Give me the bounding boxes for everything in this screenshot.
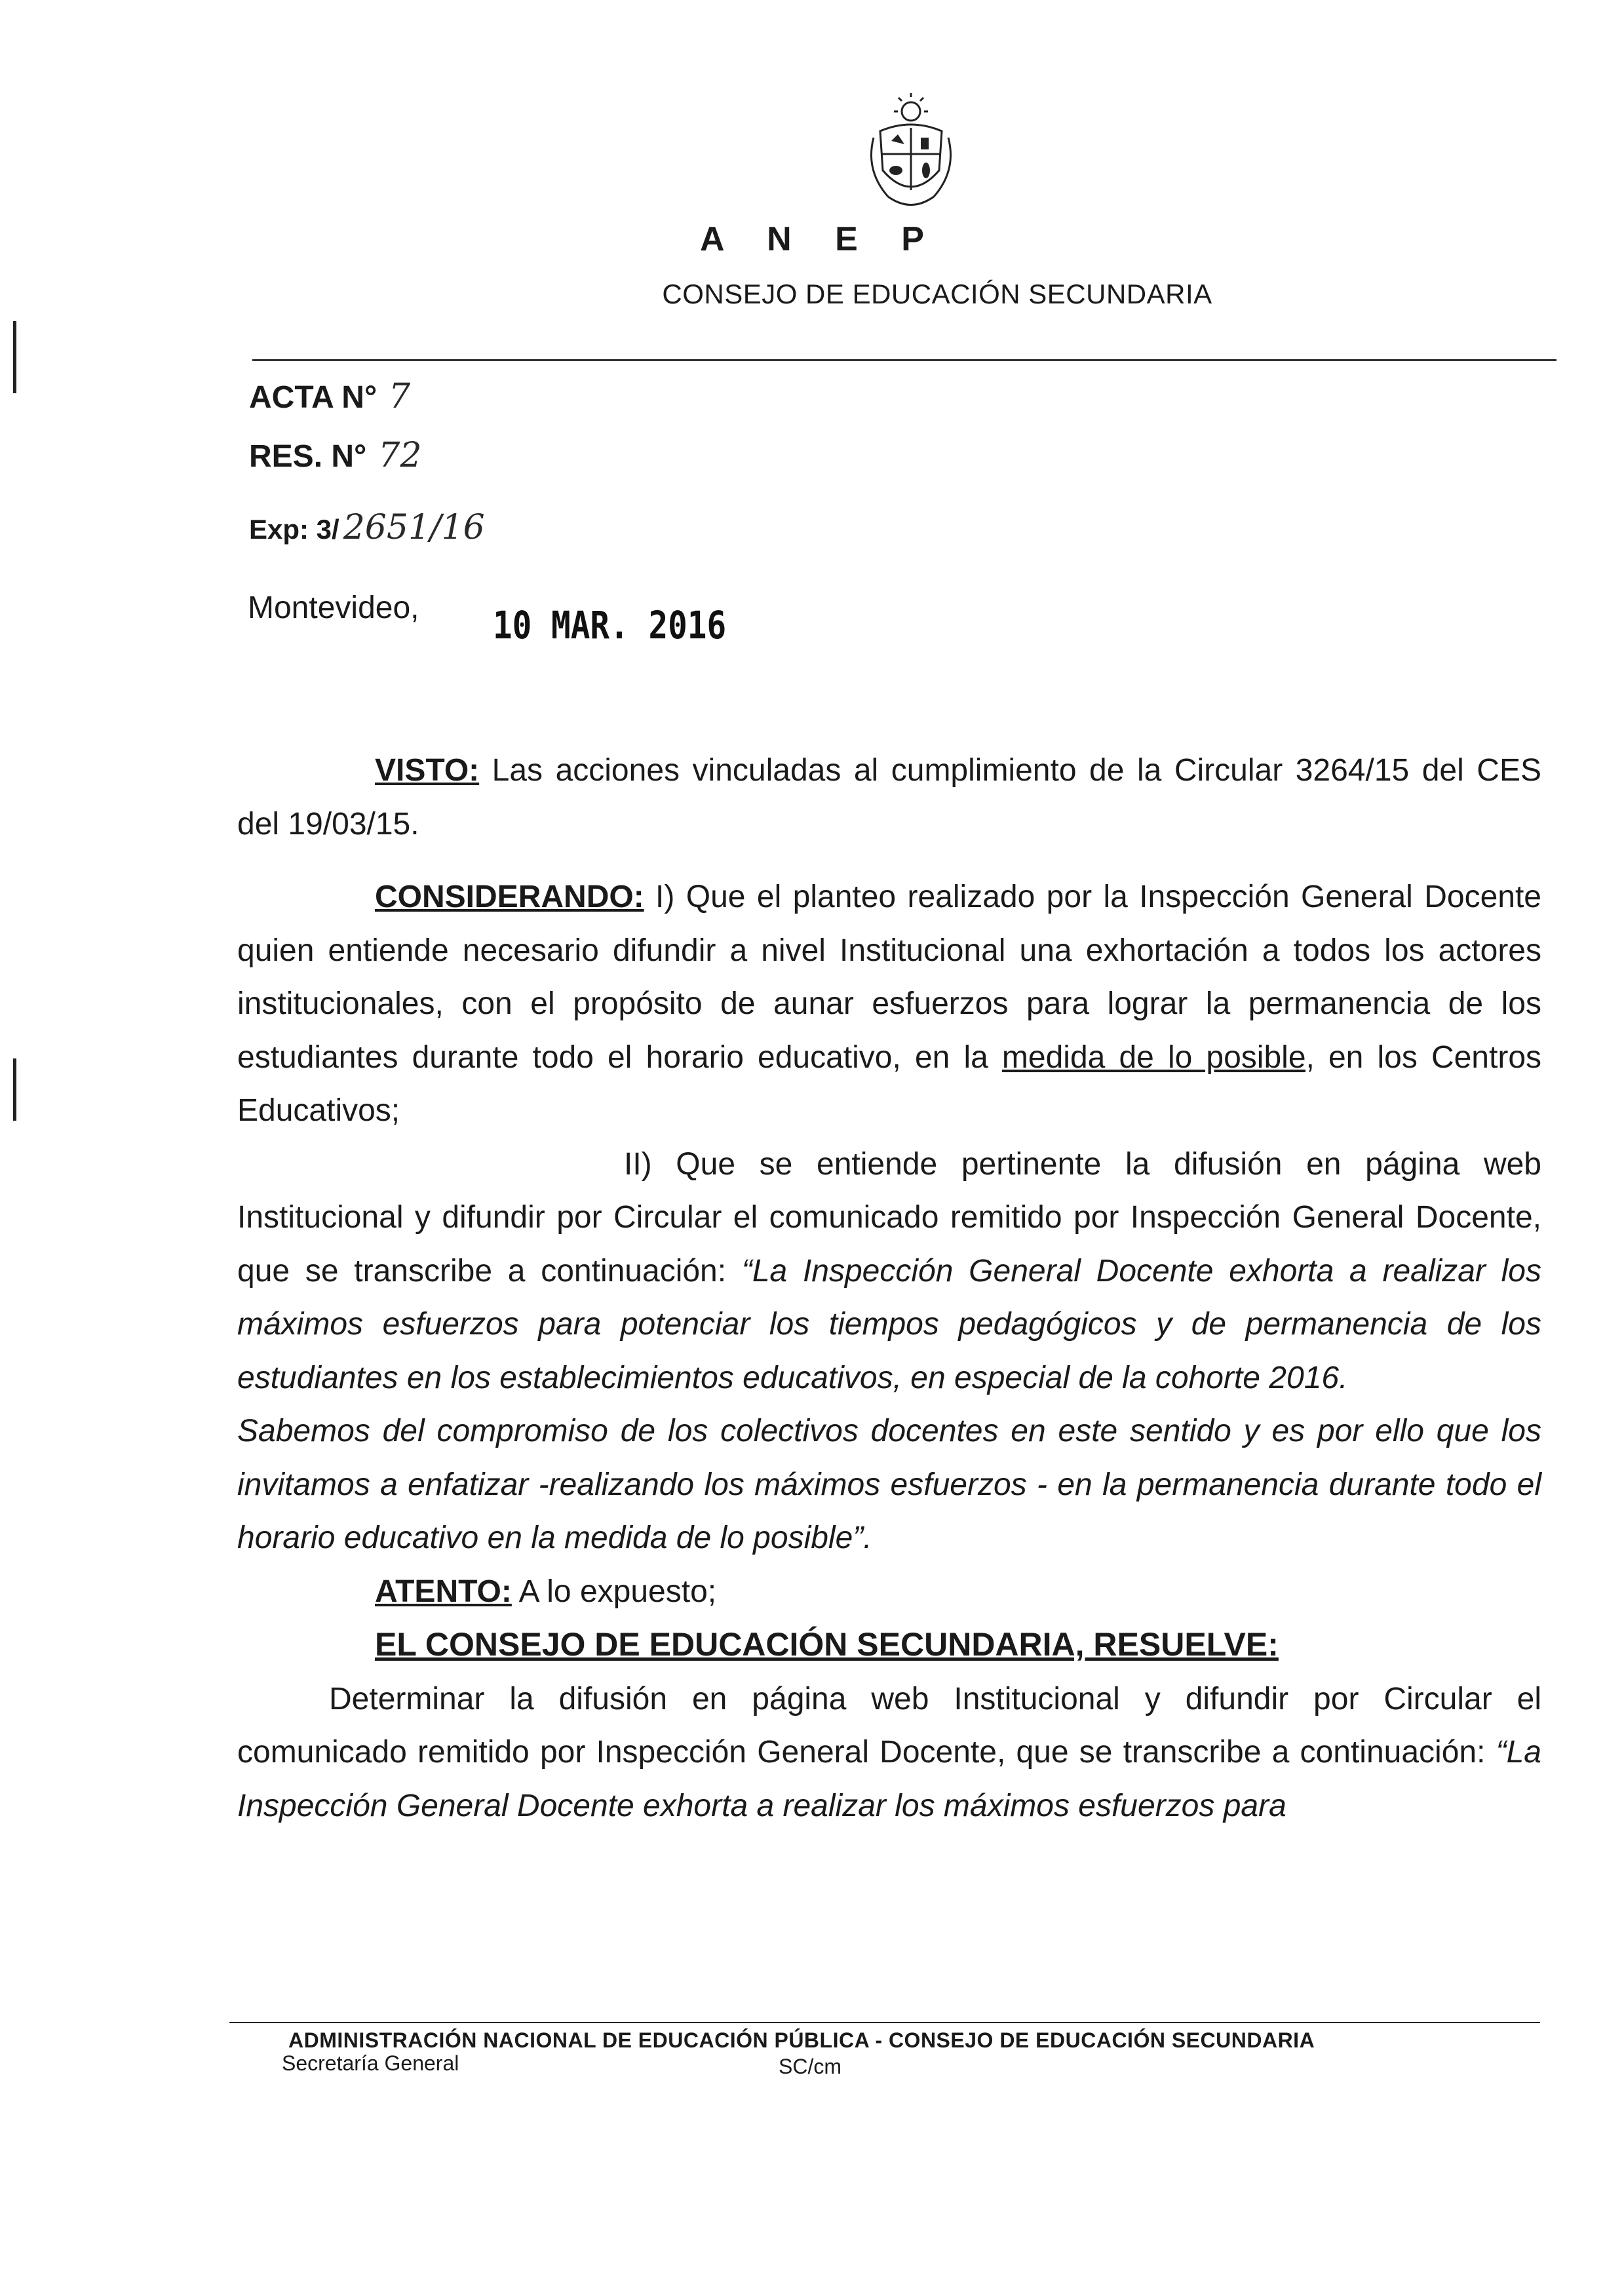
footer-rule — [229, 2022, 1540, 2023]
acta-value-handwritten: 7 — [389, 377, 411, 416]
atento-text: A lo expuesto; — [511, 1574, 717, 1609]
acta-number — [249, 377, 410, 416]
margin-mark-top — [13, 321, 16, 393]
resolution-number — [249, 436, 421, 475]
considerando-1-underlined: medida de lo posible, — [1001, 1039, 1315, 1075]
national-crest-emblem — [862, 92, 960, 216]
res-value-handwritten: 72 — [378, 436, 422, 475]
atento-paragraph — [237, 1565, 1541, 1619]
resolve-heading-line — [237, 1618, 1541, 1673]
date-stamp: 10 MAR. 2016 — [493, 603, 727, 648]
considerando-2-text: II) Que se entiende pertinente la difusión en página web Institucional y difundir por Circular el comunicado remitido por Inspección General Docente, que se transcribe a continuación: — [237, 1146, 1541, 1288]
footer-secretaria: Secretaría General — [282, 2051, 459, 2075]
acta-label: ACTA N° — [249, 380, 377, 415]
city: Montevideo, — [248, 591, 419, 625]
determinar-quote: “La Inspección General Docente exhorta a realizar los máximos esfuerzos para — [237, 1735, 1541, 1823]
agency-title: A N E P — [700, 220, 941, 258]
exp-label: Exp: 3/ — [249, 514, 339, 545]
visto-text: Las acciones vinculadas al cumplimiento de la Circular 3264/15 del CES del 19/03/15. — [237, 753, 1541, 842]
footer-code: SC/cm — [779, 2055, 841, 2078]
visto-label: VISTO: — [375, 753, 480, 788]
council-title: CONSEJO DE EDUCACIÓN SECUNDARIA — [662, 279, 1212, 309]
atento-label: ATENTO: — [375, 1574, 512, 1609]
res-label: RES. N° — [249, 439, 367, 474]
resolution-body — [237, 744, 1541, 1832]
considerando-2-paragraph — [237, 1138, 1541, 1405]
determinar-paragraph — [237, 1673, 1541, 1833]
resolve-heading: EL CONSEJO DE EDUCACIÓN SECUNDARIA, RESUELVE: — [375, 1626, 1279, 1663]
exp-value-handwritten: 2651/16 — [343, 508, 485, 547]
considerando-1-tail: en los Centros Educativos; — [237, 1039, 1542, 1128]
considerando-1-text: I) Que el planteo realizado por la Inspección General Docente quien entiende necesario difundir a nivel Institucional una exhortación a todos los actores institucionales, con el propósito de aunar esfuerzos para lograr la permanencia de los estudiantes durante todo el horario educativo, en la — [237, 880, 1541, 1075]
considerando-label: CONSIDERANDO: — [375, 880, 644, 914]
margin-mark-bottom — [13, 1058, 16, 1121]
expediente-number — [249, 508, 485, 547]
quote-part-2: Sabemos del compromiso de los colectivos docentes en este sentido y es por ello que los invitamos a enfatizar -realizando los máximos esfuerzos - en la permanencia durante todo el horario educativo en la medida de lo posible”. — [237, 1414, 1541, 1555]
footer-institution: ADMINISTRACIÓN NACIONAL DE EDUCACIÓN PÚBLICA - CONSEJO DE EDUCACIÓN SECUNDARIA — [288, 2028, 1315, 2052]
visto-paragraph — [237, 744, 1541, 851]
quote-part-1: “La Inspección General Docente exhorta a realizar los máximos esfuerzos para potenciar los tiempos pedagógicos y de permanencia de los estudiantes en los establecimientos educativos, en especial de la cohorte 2016. — [237, 1253, 1541, 1395]
header-rule — [252, 359, 1556, 361]
considerando-1-paragraph — [237, 870, 1541, 1138]
determinar-text: Determinar la difusión en página web Institucional y difundir por Circular el comunicado remitido por Inspección General Docente, que se transcribe a continuación: — [237, 1681, 1541, 1770]
